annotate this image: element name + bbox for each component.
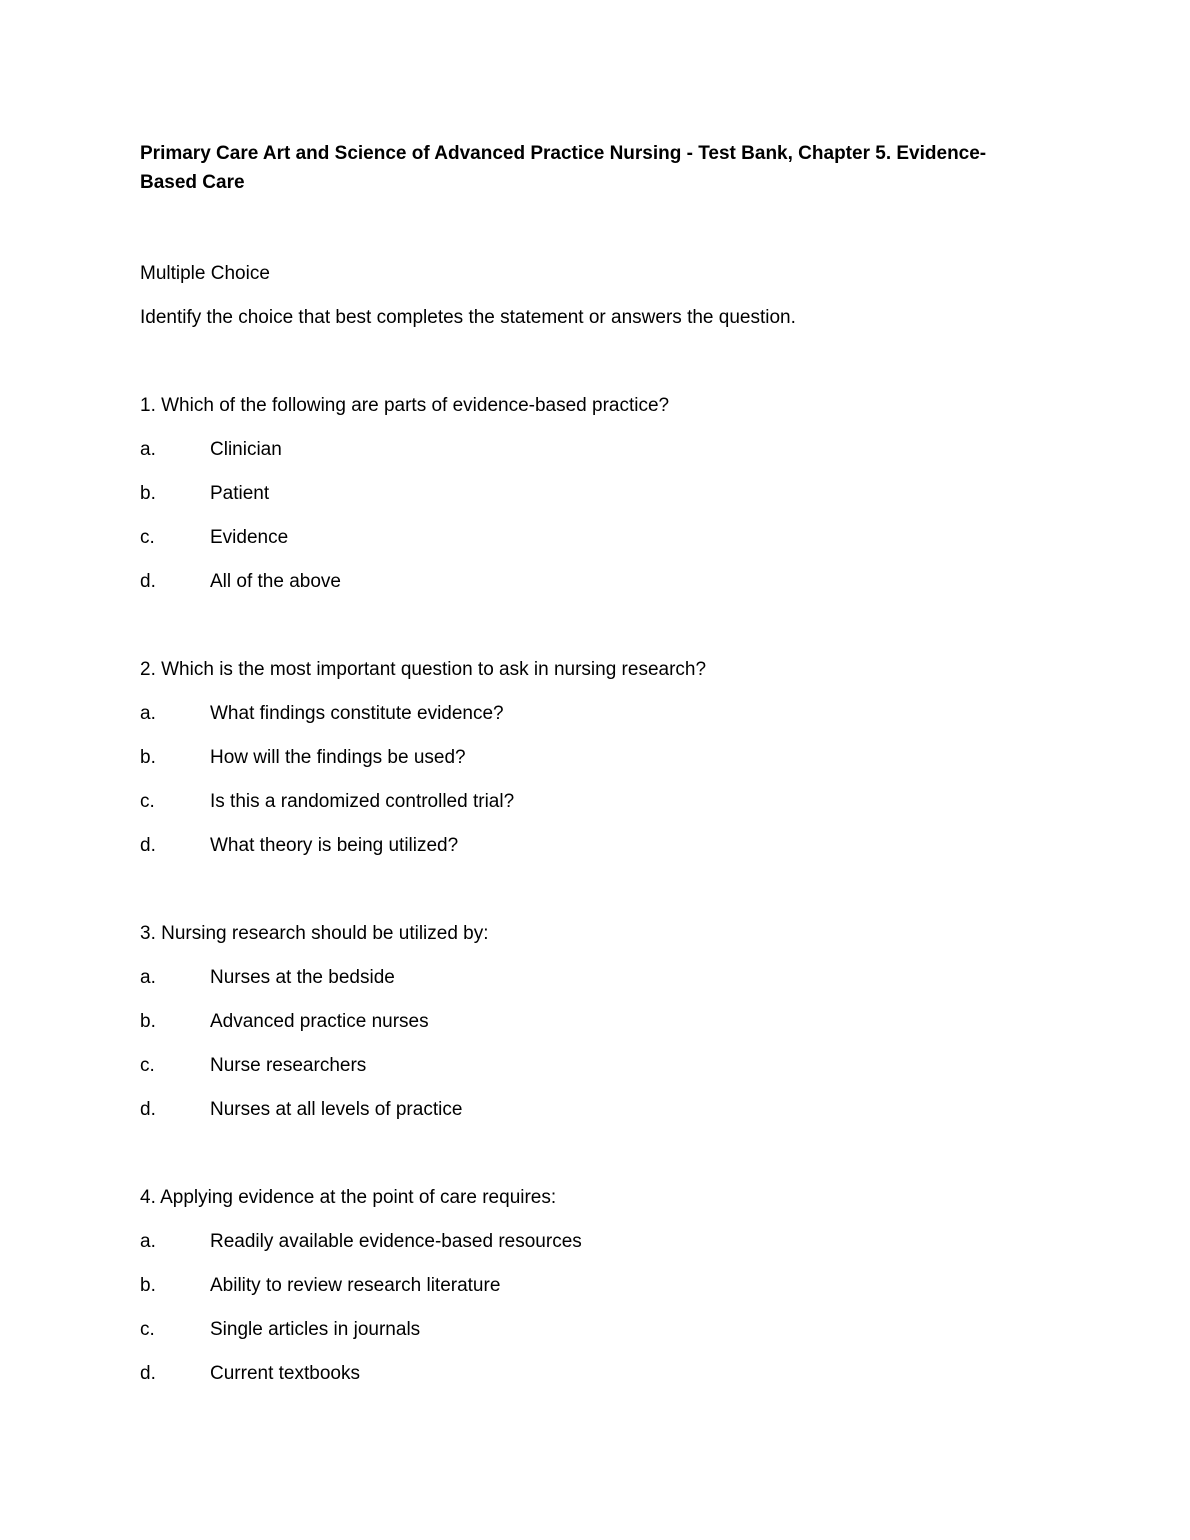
option-a (140, 1229, 1040, 1255)
option-b (140, 481, 1040, 507)
option-letter: b. (140, 1011, 156, 1032)
option-letter: a. (140, 1231, 156, 1252)
option-d (140, 1097, 1040, 1123)
option-text: Ability to review research literature (210, 1275, 501, 1296)
option-text: Nurses at the bedside (210, 967, 395, 988)
option-c (140, 1317, 1040, 1343)
option-text: Readily available evidence-based resources (210, 1231, 582, 1252)
option-text: Is this a randomized controlled trial? (210, 791, 515, 812)
question-text: 2. Which is the most important question to ask in nursing research? (140, 659, 707, 680)
option-a (140, 965, 1040, 991)
option-letter: b. (140, 747, 156, 768)
option-c (140, 525, 1040, 551)
option-d (140, 833, 1040, 859)
option-letter: d. (140, 1099, 156, 1120)
option-letter: d. (140, 835, 156, 856)
option-letter: d. (140, 1363, 156, 1384)
option-d (140, 569, 1040, 595)
option-letter: c. (140, 791, 155, 812)
option-text: Clinician (210, 439, 282, 460)
option-text: Patient (210, 483, 270, 504)
section-heading: Multiple Choice (140, 263, 270, 284)
option-text: Nurse researchers (210, 1055, 367, 1076)
option-text: Evidence (210, 527, 289, 548)
option-letter: a. (140, 703, 156, 724)
question-text: 4. Applying evidence at the point of care requires: (140, 1187, 557, 1208)
document-title: Primary Care Art and Science of Advanced Practice Nursing - Test Bank, Chapter 5. Evidence-Based Care (140, 143, 987, 193)
option-text: What theory is being utilized? (210, 835, 459, 856)
option-letter: a. (140, 439, 156, 460)
option-letter: c. (140, 1319, 155, 1340)
question-text: 3. Nursing research should be utilized by: (140, 923, 489, 944)
option-letter: d. (140, 571, 156, 592)
option-letter: a. (140, 967, 156, 988)
question-2 (140, 657, 1040, 859)
option-b (140, 1273, 1040, 1299)
option-b (140, 1009, 1040, 1035)
option-c (140, 1053, 1040, 1079)
question-1 (140, 393, 1040, 595)
option-letter: b. (140, 483, 156, 504)
option-text: How will the findings be used? (210, 747, 466, 768)
option-a (140, 437, 1040, 463)
option-letter: c. (140, 1055, 155, 1076)
option-text: Current textbooks (210, 1363, 360, 1384)
option-d (140, 1361, 1040, 1387)
question-4 (140, 1185, 1040, 1387)
option-text: Single articles in journals (210, 1319, 421, 1340)
instructions-text: Identify the choice that best completes the statement or answers the question. (140, 307, 796, 328)
option-b (140, 745, 1040, 771)
option-text: All of the above (210, 571, 341, 592)
question-text: 1. Which of the following are parts of evidence-based practice? (140, 395, 670, 416)
option-text: What findings constitute evidence? (210, 703, 504, 724)
question-3 (140, 921, 1040, 1123)
option-text: Nurses at all levels of practice (210, 1099, 463, 1120)
option-a (140, 701, 1040, 727)
option-text: Advanced practice nurses (210, 1011, 429, 1032)
option-c (140, 789, 1040, 815)
document-page (140, 139, 1040, 1387)
option-letter: b. (140, 1275, 156, 1296)
option-letter: c. (140, 527, 155, 548)
